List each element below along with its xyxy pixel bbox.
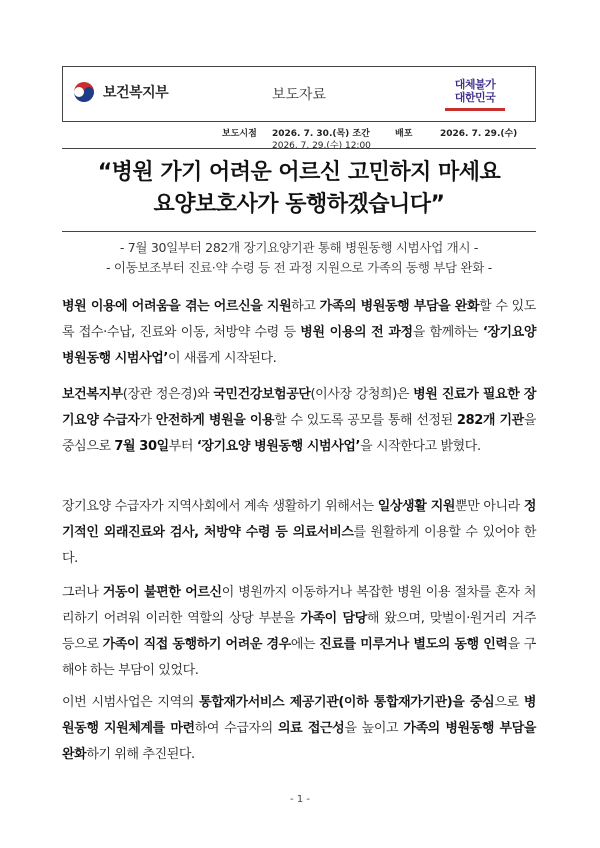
bold-text-run: 병원동행 지원체계를 마련 [62, 695, 536, 736]
bold-text-run: 거동이 불편한 어르신 [102, 585, 222, 600]
bold-text-run: 가족이 직접 동행하기 어려운 경우 [102, 637, 291, 652]
text-run: 장기요양 수급자가 지역사회에서 계속 생활하기 위해서는 [62, 499, 378, 514]
org-name: 보건복지부 [103, 85, 169, 101]
text-run: 을 구해야 하는 부담이 있었다. [62, 637, 536, 678]
bold-text-run: 진료를 미루거나 별도의 동행 인력 [319, 637, 508, 652]
text-run: (장관 정은경)와 [122, 387, 214, 402]
bold-text-run: 통합재가서비스 제공기관(이하 통합재가기관) [199, 695, 453, 710]
text-run: 이번 시범사업은 지역의 [62, 695, 200, 710]
headline-line1: “병원 가기 어려운 어르신 고민하지 마세요 [97, 160, 501, 185]
text-run: 하기 위해 추진된다. [86, 747, 195, 762]
bold-text-run: 일상생활 지원 [377, 499, 456, 514]
campaign-logo-line1: 대체불가 [454, 78, 496, 91]
bold-text-run: 을 중심 [452, 695, 495, 710]
text-run: 으로 [494, 695, 524, 710]
bold-text-run: 정기적인 외래진료와 검사, 처방약 수령 등 의료서비스 [62, 499, 536, 540]
bold-text-run: ‘장기요양 병원동행 시범사업’ [196, 439, 361, 454]
bold-text-run: 7월 30일 [114, 439, 169, 454]
text-run: 하여 수급자의 [194, 721, 278, 736]
page-number: - 1 - [290, 794, 310, 805]
text-run: 을 높이고 [344, 721, 404, 736]
bold-text-run: 가족의 병원동행 부담을 완화 [62, 721, 537, 762]
campaign-logo-bar [445, 108, 505, 111]
bold-text-run: 국민건강보험공단 [213, 387, 311, 402]
headline-box [62, 148, 536, 232]
text-run: 에는 [290, 637, 320, 652]
report-time: 2026. 7. 29.(수) 12:00 [272, 141, 371, 151]
bold-text-run: 가족의 병원동행 부담을 완화 [319, 299, 480, 314]
text-run: 해 왔으며, 맞벌이·원거리 거주 등으로 [62, 611, 536, 652]
text-run: 을 함께하는 [412, 325, 483, 340]
report-timing-label: 보도시점 [222, 129, 257, 139]
subtitle-2: - 이동보조부터 진료·약 수령 등 전 과정 지원으로 가족의 동행 부담 완화 - [106, 260, 492, 275]
press-release-label: 보도자료 [271, 87, 327, 103]
text-run: 이 새롭게 시작된다. [167, 351, 277, 366]
text-run: 할 수 있도록 공모를 통해 선정된 [274, 413, 457, 428]
bold-text-run: 병원 이용의 전 과정 [300, 325, 413, 340]
text-run: 가 [139, 413, 156, 428]
text-run: 이 병원까지 이동하거나 복잡한 병원 이용 절차를 혼자 처리하기 어려워 이러한 역할의 상당 부분을 [62, 585, 536, 626]
bold-text-run: 의료 접근성 [277, 721, 345, 736]
text-run: 을 시작한다고 밝혔다. [360, 439, 481, 454]
campaign-logo [443, 73, 507, 115]
distribution-label: 배포 [395, 129, 413, 139]
headline-line2: 요양보호사가 동행하겠습니다” [153, 192, 445, 217]
text-run: 를 원활하게 이용할 수 있어야 한다. [62, 525, 536, 566]
bold-text-run: 병원 진료가 필요한 장기요양 수급자 [62, 387, 536, 428]
body-paragraph-4 [62, 580, 536, 684]
text-run: 을 중심으로 [62, 413, 537, 454]
text-run: 뿐만 아니라 [455, 499, 524, 514]
text-run: 그러나 [62, 585, 103, 600]
subtitle-1: - 7월 30일부터 282개 장기요양기관 통해 병원동행 시범사업 개시 - [119, 240, 479, 255]
bold-text-run: ‘장기요양 병원동행 시범사업’ [62, 325, 536, 366]
bold-text-run: 가족이 담당 [300, 611, 367, 626]
text-run: 할 수 있도록 접수·수납, 진료와 이동, 처방약 수령 등 [62, 299, 536, 340]
body-paragraph-5 [62, 690, 536, 768]
campaign-logo-line2: 대한민국 [454, 91, 496, 104]
press-release-header [62, 66, 536, 122]
distribution-date: 2026. 7. 29.(수) [440, 129, 518, 139]
text-run: 부터 [168, 439, 197, 454]
body-paragraph-1 [62, 294, 536, 372]
body-paragraph-3 [62, 494, 536, 572]
text-run: (이사장 강청희)은 [310, 387, 414, 402]
text-run: 하고 [291, 299, 320, 314]
bold-text-run: 282개 기관 [456, 413, 524, 428]
bold-text-run: 안전하게 병원을 이용 [155, 413, 275, 428]
bold-text-run: 병원 이용에 어려움을 겪는 어르신을 지원 [62, 299, 292, 314]
body-paragraph-2 [62, 382, 536, 460]
bold-text-run: 보건복지부 [62, 387, 123, 402]
report-date: 2026. 7. 30.(목) 조간 [272, 129, 370, 139]
